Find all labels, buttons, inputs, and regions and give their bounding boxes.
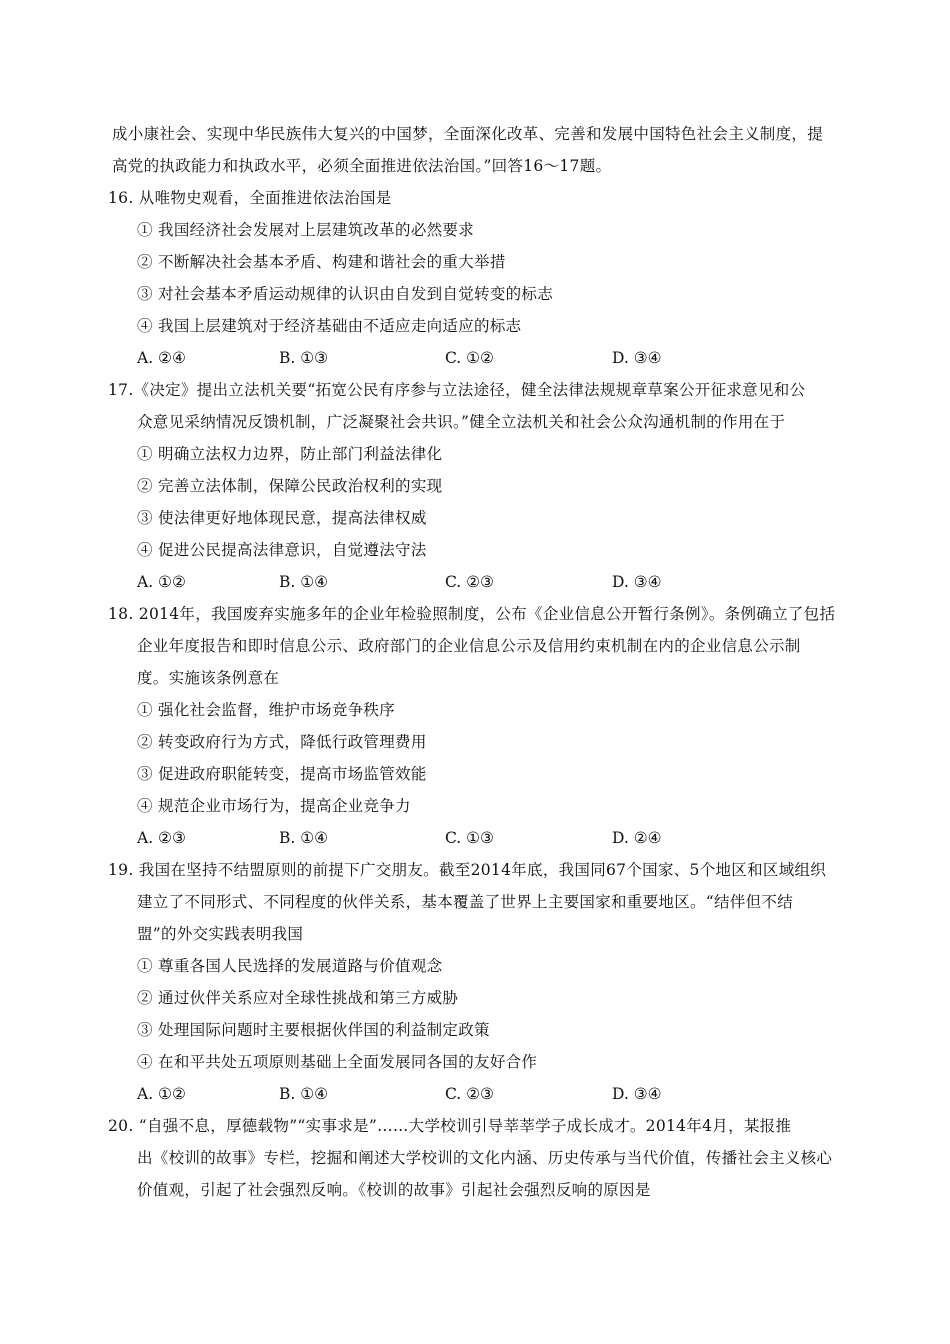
question-17-option-1: ① 明确立法权力边界，防止部门利益法律化 xyxy=(137,445,443,463)
choice-b: B. ①④ xyxy=(279,573,329,591)
choice-c: C. ①② xyxy=(445,349,494,367)
question-16-option-3: ③ 对社会基本矛盾运动规律的认识由自发到自觉转变的标志 xyxy=(137,285,554,303)
choice-c: C. ①③ xyxy=(445,829,494,847)
choice-b: B. ①④ xyxy=(279,1085,329,1103)
question-18-stem-cont: 度。实施该条例意在 xyxy=(137,669,280,687)
question-18-option-4: ④ 规范企业市场行为，提高企业竞争力 xyxy=(137,797,411,815)
question-19-option-3: ③ 处理国际问题时主要根据伙伴国的利益制定政策 xyxy=(137,1021,490,1039)
question-18-stem-cont: 企业年度报告和即时信息公示、政府部门的企业信息公示及信用约束机制在内的企业信息公示制 xyxy=(137,637,801,655)
choice-d: D. ②④ xyxy=(612,829,662,847)
question-16-option-2: ② 不断解决社会基本矛盾、构建和谐社会的重大举措 xyxy=(137,253,506,271)
question-17-option-3: ③ 使法律更好地体现民意，提高法律权威 xyxy=(137,509,427,527)
choice-d: D. ③④ xyxy=(612,349,662,367)
intro-line: 成小康社会、实现中华民族伟大复兴的中国梦，全面深化改革、完善和发展中国特色社会主义制度，提 xyxy=(112,125,824,143)
question-19-stem: 19. 我国在坚持不结盟原则的前提下广交朋友。截至2014年底，我国同67个国家、5个地区和区域组织 xyxy=(108,861,827,879)
question-18-stem: 18. 2014年，我国废弃实施多年的企业年检验照制度，公布《企业信息公开暂行条例》。条例确立了包括 xyxy=(108,605,836,623)
choice-a: A. ②④ xyxy=(137,349,186,367)
question-17-option-4: ④ 促进公民提高法律意识，自觉遵法守法 xyxy=(137,541,427,559)
question-18-option-2: ② 转变政府行为方式，降低行政管理费用 xyxy=(137,733,427,751)
question-17-option-2: ② 完善立法体制，保障公民政治权利的实现 xyxy=(137,477,443,495)
question-19-option-1: ① 尊重各国人民选择的发展道路与价值观念 xyxy=(137,957,443,975)
question-20-stem: 20. “自强不息，厚德载物”“实事求是”……大学校训引导莘莘学子成长成才。2014年4月，某报推 xyxy=(108,1117,792,1135)
question-20-stem-cont: 出《校训的故事》专栏，挖掘和阐述大学校训的文化内涵、历史传承与当代价值，传播社会主义核心 xyxy=(137,1149,833,1167)
intro-line: 高党的执政能力和执政水平，必须全面推进依法治国。”回答16～17题。 xyxy=(112,157,612,175)
question-17-stem: 17.《决定》提出立法机关要“拓宽公民有序参与立法途径，健全法律法规规章草案公开征求意见和公 xyxy=(108,381,806,399)
question-16-option-4: ④ 我国上层建筑对于经济基础由不适应走向适应的标志 xyxy=(137,317,522,335)
question-17-stem-cont: 众意见采纳情况反馈机制，广泛凝聚社会共识。”健全立法机关和社会公众沟通机制的作用在于 xyxy=(137,413,786,431)
question-20-stem-cont: 价值观，引起了社会强烈反响。《校训的故事》引起社会强烈反响的原因是 xyxy=(137,1181,651,1199)
choice-d: D. ③④ xyxy=(612,1085,662,1103)
question-19-stem-cont: 盟”的外交实践表明我国 xyxy=(137,925,304,943)
question-19-option-4: ④ 在和平共处五项原则基础上全面发展同各国的友好合作 xyxy=(137,1053,538,1071)
choice-c: C. ②③ xyxy=(445,573,494,591)
question-18-option-3: ③ 促进政府职能转变，提高市场监管效能 xyxy=(137,765,427,783)
question-19-option-2: ② 通过伙伴关系应对全球性挑战和第三方威胁 xyxy=(137,989,459,1007)
question-16-stem: 16. 从唯物史观看，全面推进依法治国是 xyxy=(108,189,392,207)
choice-b: B. ①④ xyxy=(279,829,329,847)
question-18-option-1: ① 强化社会监督，维护市场竞争秩序 xyxy=(137,701,396,719)
choice-a: A. ①② xyxy=(137,573,186,591)
choice-c: C. ②③ xyxy=(445,1085,494,1103)
question-16-option-1: ① 我国经济社会发展对上层建筑改革的必然要求 xyxy=(137,221,475,239)
choice-b: B. ①③ xyxy=(279,349,329,367)
choice-a: A. ②③ xyxy=(137,829,186,847)
question-19-stem-cont: 建立了不同形式、不同程度的伙伴关系，基本覆盖了世界上主要国家和重要地区。“结伴但不结 xyxy=(137,893,794,911)
choice-a: A. ①② xyxy=(137,1085,186,1103)
choice-d: D. ③④ xyxy=(612,573,662,591)
